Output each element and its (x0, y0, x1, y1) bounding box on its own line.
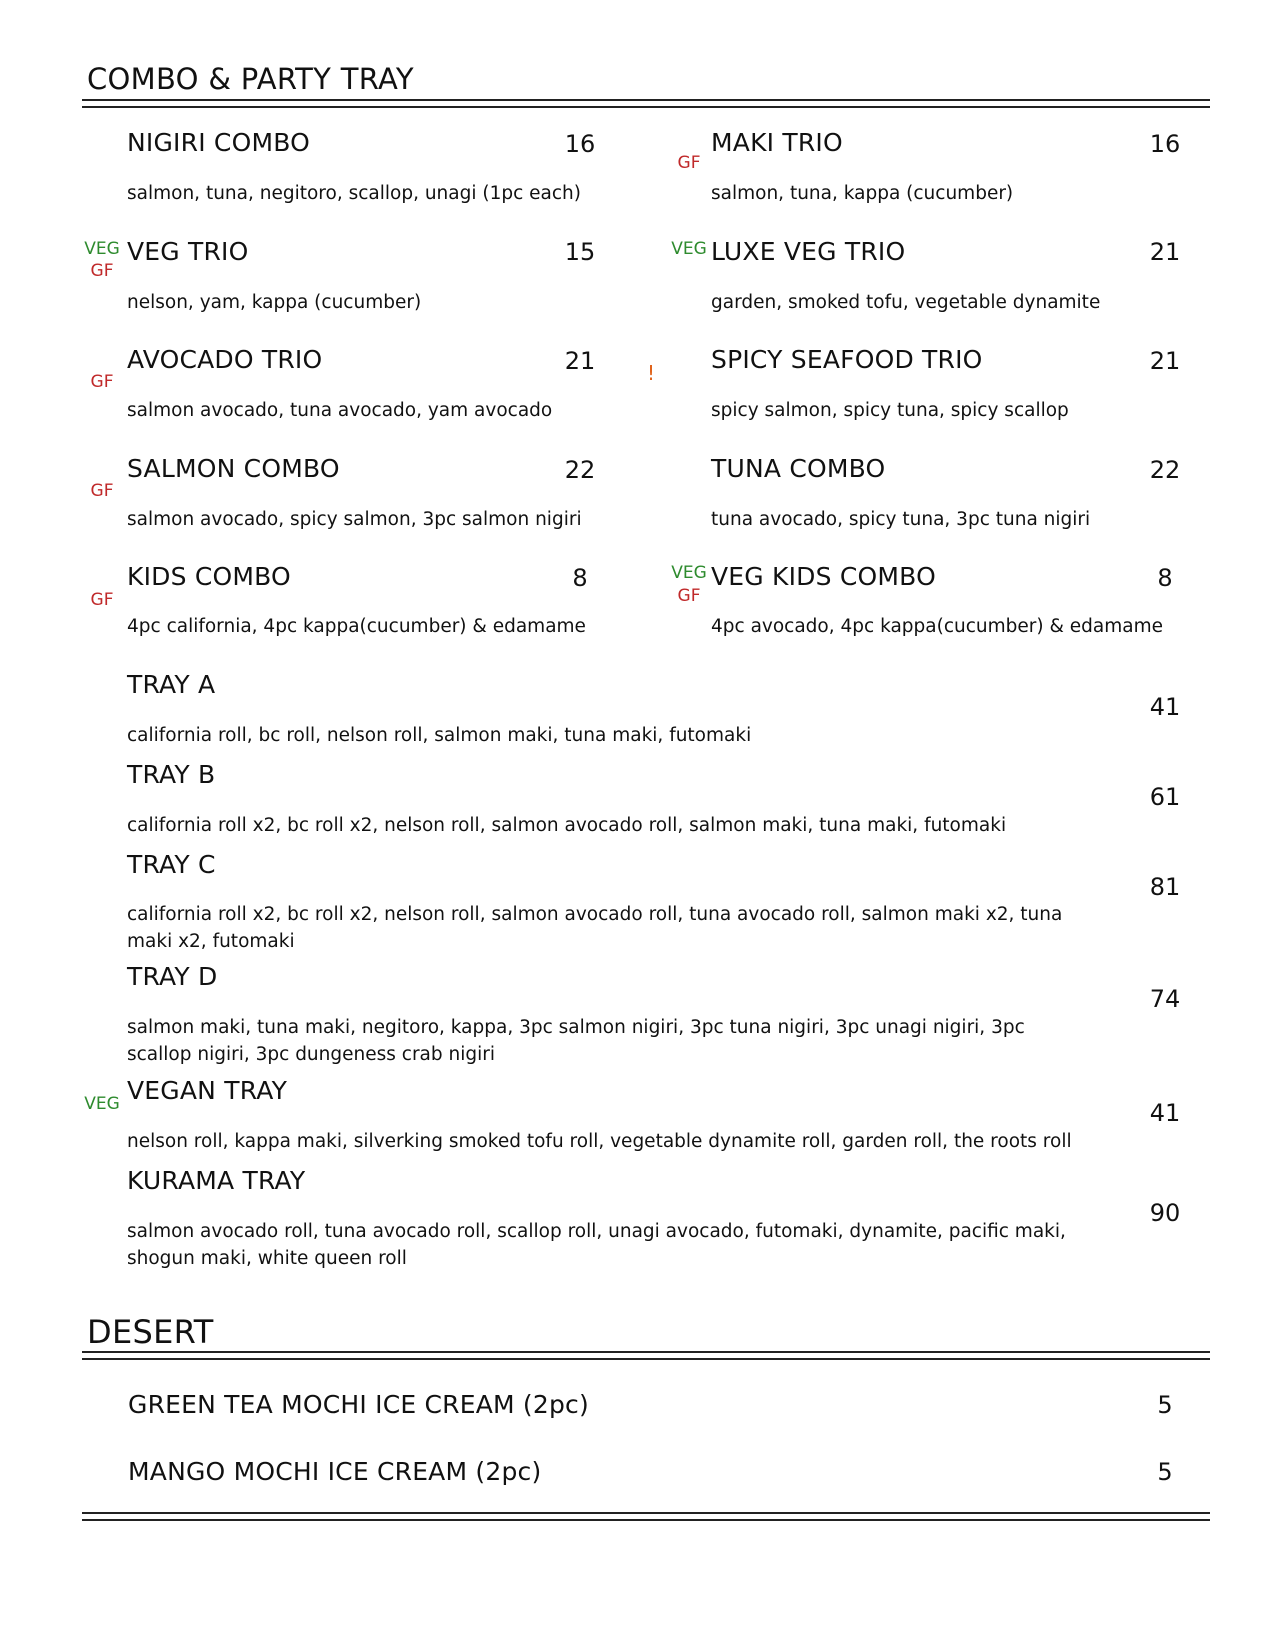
item-name: KIDS COMBO (127, 562, 291, 591)
section-divider (82, 99, 1210, 108)
item-name: LUXE VEG TRIO (711, 237, 906, 266)
item-name: GREEN TEA MOCHI ICE CREAM (2pc) (128, 1390, 589, 1419)
item-description: salmon, tuna, negitoro, scallop, unagi (1pc each) (127, 183, 581, 204)
vegetarian-tag: VEG (671, 239, 707, 259)
item-description: nelson roll, kappa maki, silverking smoked tofu roll, vegetable dynamite roll, garden roll, the roots roll (127, 1131, 1072, 1152)
item-description: california roll x2, bc roll x2, nelson roll, salmon avocado roll, tuna avocado roll, salmon maki x2, tuna maki x2, futomaki (127, 904, 1063, 952)
item-price: 22 (1149, 456, 1181, 484)
section-divider (82, 1351, 1210, 1360)
item-description: california roll, bc roll, nelson roll, salmon maki, tuna maki, futomaki (127, 725, 752, 746)
gluten-free-tag: GF (90, 481, 114, 501)
item-price: 5 (1157, 1391, 1173, 1419)
item-price: 21 (1149, 238, 1181, 266)
item-description: spicy salmon, spicy tuna, spicy scallop (711, 400, 1069, 421)
item-price: 8 (572, 564, 588, 592)
item-price: 16 (564, 130, 596, 158)
gluten-free-tag: GF (90, 372, 114, 392)
item-price: 5 (1157, 1458, 1173, 1486)
item-name: TRAY C (127, 850, 216, 879)
item-name: VEG KIDS COMBO (711, 562, 936, 591)
item-description: 4pc avocado, 4pc kappa(cucumber) & edamame (711, 616, 1164, 637)
section-title-combo: COMBO & PARTY TRAY (87, 62, 414, 96)
item-price: 15 (564, 238, 596, 266)
item-description: salmon, tuna, kappa (cucumber) (711, 183, 1014, 204)
gluten-free-tag: GF (90, 261, 114, 281)
item-price: 90 (1149, 1199, 1181, 1227)
item-price: 22 (564, 456, 596, 484)
item-name: MAKI TRIO (711, 128, 843, 157)
item-price: 8 (1157, 564, 1173, 592)
section-title-dessert: DESERT (87, 1313, 214, 1351)
item-description: nelson, yam, kappa (cucumber) (127, 292, 422, 313)
gluten-free-tag: GF (677, 153, 701, 173)
page-bottom-divider (82, 1512, 1210, 1521)
item-description: salmon avocado roll, tuna avocado roll, scallop roll, unagi avocado, futomaki, dynamite, pacific maki, shogun maki, white queen roll (127, 1221, 1066, 1269)
item-name: AVOCADO TRIO (127, 345, 323, 374)
item-description: 4pc california, 4pc kappa(cucumber) & edamame (127, 616, 586, 637)
vegetarian-tag: VEG (84, 1094, 120, 1114)
item-price: 81 (1149, 873, 1181, 901)
spicy-alert-icon: ! (646, 361, 656, 385)
item-name: SPICY SEAFOOD TRIO (711, 345, 983, 374)
item-description: salmon avocado, tuna avocado, yam avocado (127, 400, 553, 421)
item-name: VEGAN TRAY (127, 1076, 288, 1105)
gluten-free-tag: GF (677, 586, 701, 606)
vegetarian-tag: VEG (84, 239, 120, 259)
item-price: 61 (1149, 783, 1181, 811)
item-description: salmon maki, tuna maki, negitoro, kappa, 3pc salmon nigiri, 3pc tuna nigiri, 3pc unagi nigiri, 3pc scallop nigiri, 3pc dungeness crab nigiri (127, 1017, 1025, 1065)
item-description: tuna avocado, spicy tuna, 3pc tuna nigiri (711, 509, 1091, 530)
item-name: TRAY A (127, 670, 216, 699)
item-description: california roll x2, bc roll x2, nelson roll, salmon avocado roll, salmon maki, tuna maki, futomaki (127, 815, 1007, 836)
item-price: 41 (1149, 1099, 1181, 1127)
item-name: NIGIRI COMBO (127, 128, 311, 157)
item-name: MANGO MOCHI ICE CREAM (2pc) (128, 1457, 542, 1486)
item-name: TRAY B (127, 760, 216, 789)
item-price: 41 (1149, 693, 1181, 721)
item-description: garden, smoked tofu, vegetable dynamite (711, 292, 1101, 313)
item-name: TRAY D (127, 962, 218, 991)
vegetarian-tag: VEG (671, 563, 707, 583)
item-name: KURAMA TRAY (127, 1166, 306, 1195)
gluten-free-tag: GF (90, 590, 114, 610)
item-description: salmon avocado, spicy salmon, 3pc salmon nigiri (127, 509, 582, 530)
item-price: 21 (1149, 347, 1181, 375)
item-price: 74 (1149, 985, 1181, 1013)
item-name: VEG TRIO (127, 237, 249, 266)
item-price: 21 (564, 347, 596, 375)
item-price: 16 (1149, 130, 1181, 158)
item-name: SALMON COMBO (127, 454, 340, 483)
item-name: TUNA COMBO (711, 454, 886, 483)
